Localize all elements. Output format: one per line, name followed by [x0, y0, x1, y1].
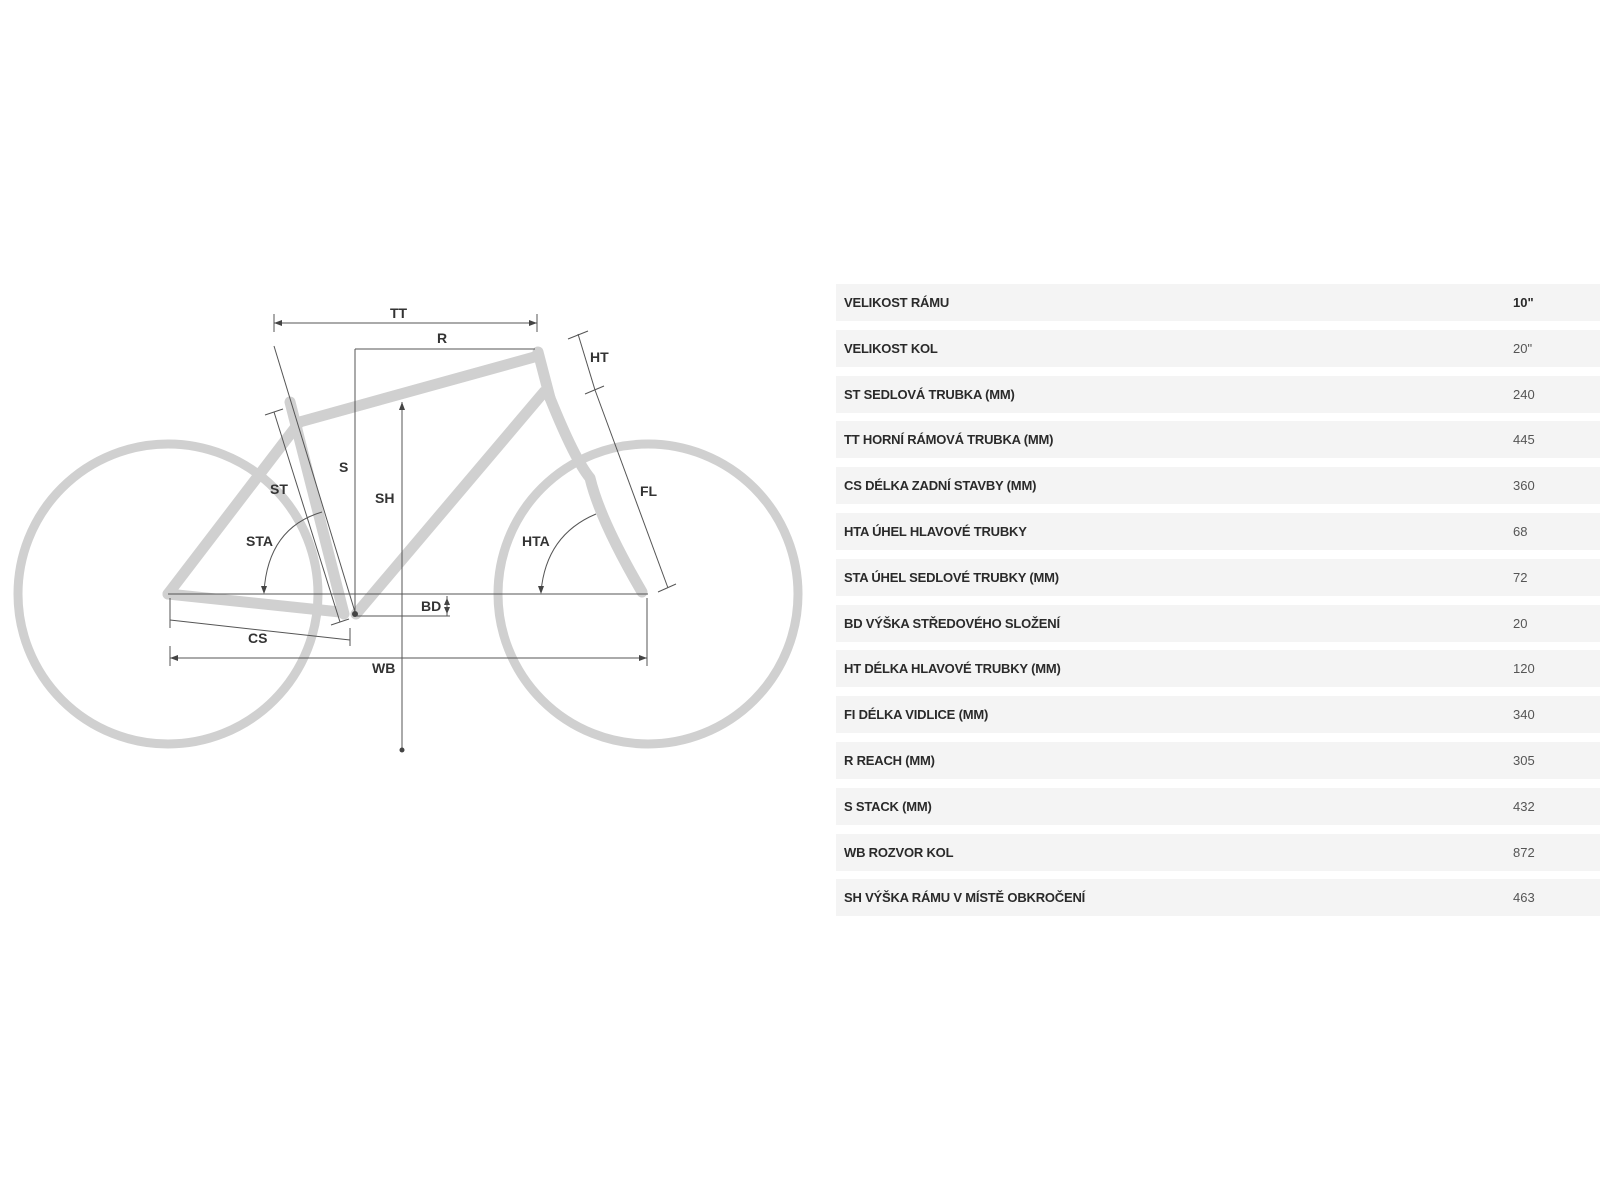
spec-label: STA ÚHEL SEDLOVÉ TRUBKY (MM): [844, 569, 1059, 585]
spec-label: R REACH (MM): [844, 752, 935, 768]
spec-label: SH VÝŠKA RÁMU V MÍSTĚ OBKROČENÍ: [844, 890, 1086, 906]
spec-value: 305: [1513, 752, 1535, 768]
spec-label: TT HORNÍ RÁMOVÁ TRUBKA (MM): [844, 432, 1054, 448]
hta-arc: [541, 514, 596, 592]
spec-value: 360: [1513, 478, 1535, 494]
bike-frame: [168, 352, 642, 614]
st-dimension: [274, 412, 340, 622]
spec-value: 872: [1513, 844, 1535, 860]
spec-row: [836, 421, 1600, 458]
label-sh: SH: [375, 490, 395, 506]
spec-label: S STACK (MM): [844, 798, 932, 814]
label-bd: BD: [421, 598, 442, 614]
spec-label: FI DÉLKA VIDLICE (MM): [844, 707, 989, 723]
spec-label: BD VÝŠKA STŘEDOVÉHO SLOŽENÍ: [844, 615, 1060, 631]
spec-label: CS DÉLKA ZADNÍ STAVBY (MM): [844, 478, 1037, 494]
label-cs: CS: [248, 630, 268, 646]
label-hta: HTA: [522, 533, 550, 549]
spec-row: [836, 284, 1600, 321]
spec-label: WB ROZVOR KOL: [844, 844, 954, 860]
spec-label: VELIKOST RÁMU: [844, 295, 950, 310]
geometry-spec-table: [836, 284, 1600, 925]
top-tube: [296, 356, 538, 423]
spec-value: 72: [1513, 569, 1528, 585]
label-fl: FL: [640, 483, 658, 499]
spec-row: [836, 605, 1600, 642]
spec-value: 68: [1513, 523, 1528, 539]
spec-value: 120: [1513, 661, 1535, 677]
spec-label: ST SEDLOVÁ TRUBKA (MM): [844, 386, 1015, 402]
spec-value: 432: [1513, 798, 1535, 814]
spec-label: HT DÉLKA HLAVOVÉ TRUBKY (MM): [844, 661, 1061, 677]
label-ht: HT: [590, 349, 609, 365]
label-tt: TT: [390, 305, 408, 321]
label-r: R: [437, 330, 448, 346]
spec-label: HTA ÚHEL HLAVOVÉ TRUBKY: [844, 523, 1027, 539]
spec-row: [836, 650, 1600, 687]
fork: [550, 398, 642, 592]
spec-label: VELIKOST KOL: [844, 340, 938, 356]
spec-row: [836, 559, 1600, 596]
spec-row: [836, 742, 1600, 779]
spec-row: [836, 696, 1600, 733]
arrow-heads: [170, 320, 647, 753]
spec-value: 20: [1513, 615, 1528, 631]
spec-value: 10": [1513, 295, 1534, 310]
spec-row: [836, 788, 1600, 825]
label-sta: STA: [246, 533, 273, 549]
spec-row: [836, 330, 1600, 367]
label-s: S: [339, 459, 349, 475]
spec-row: [836, 834, 1600, 871]
spec-value: 240: [1513, 386, 1535, 402]
spec-row: [836, 513, 1600, 550]
label-st: ST: [270, 481, 288, 497]
spec-value: 445: [1513, 432, 1535, 448]
spec-row: [836, 879, 1600, 916]
spec-value: 340: [1513, 707, 1535, 723]
spec-value: 20": [1513, 340, 1533, 356]
spec-value: 463: [1513, 890, 1535, 906]
spec-row: [836, 376, 1600, 413]
spec-row: [836, 467, 1600, 504]
label-wb: WB: [372, 660, 396, 676]
